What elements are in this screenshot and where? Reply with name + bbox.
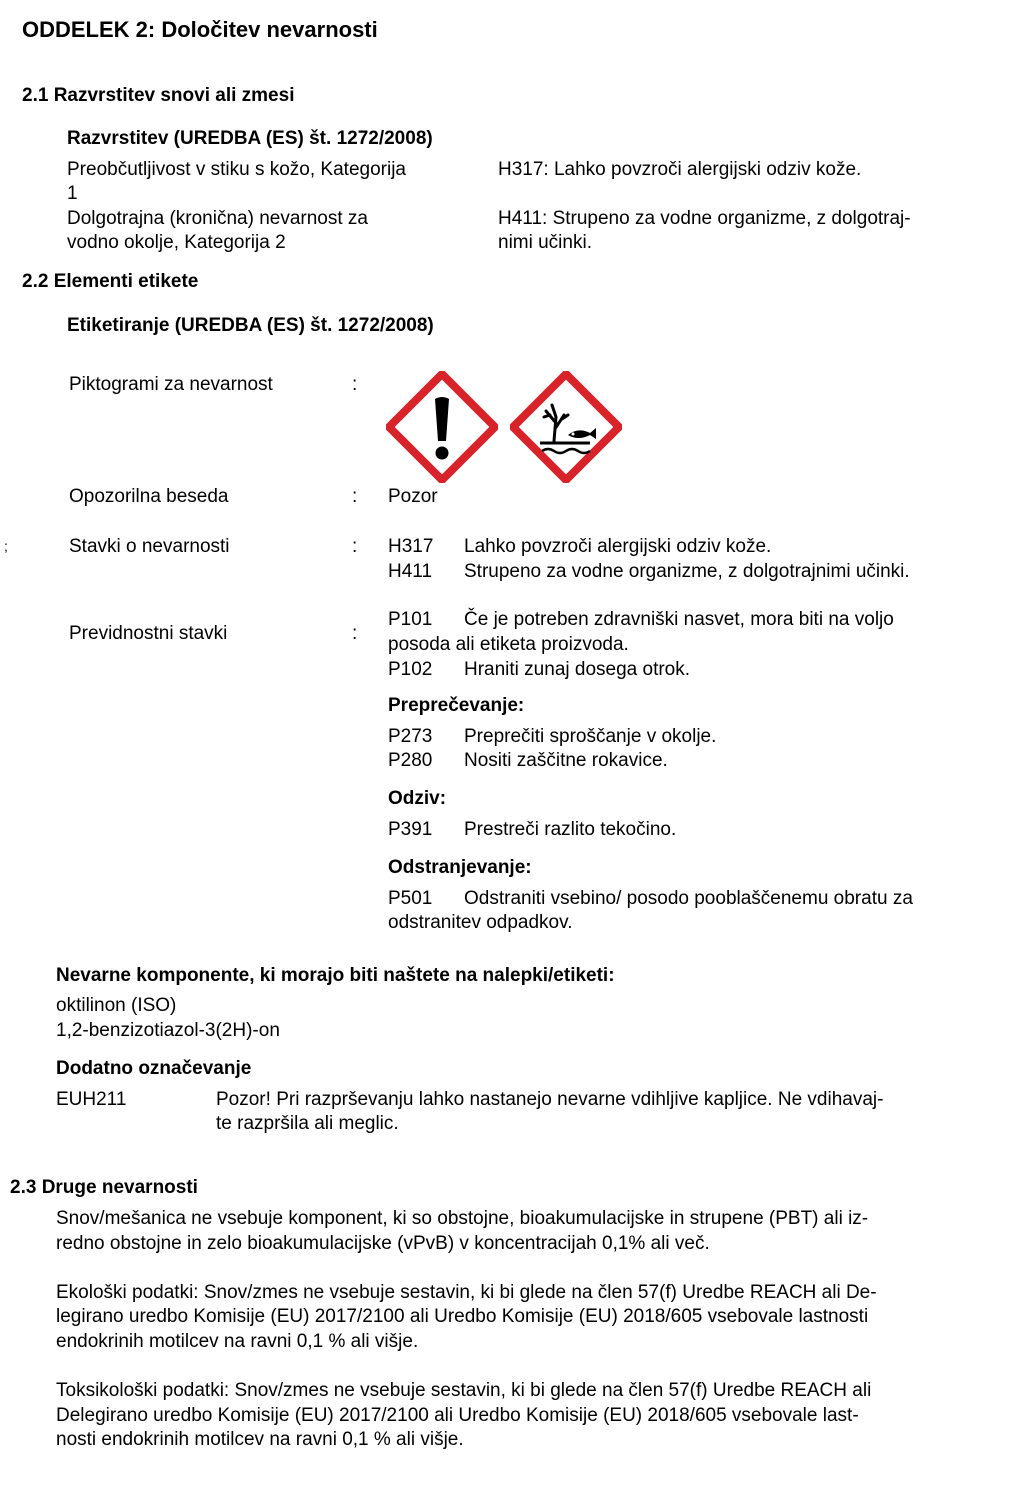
section-2-1-heading: 2.1 Razvrstitev snovi ali zmesi bbox=[22, 85, 295, 106]
precautionary-statements-colon: : bbox=[352, 623, 358, 644]
hazard-text-h411: Strupeno za vodne organizme, z dolgotrajnimi učinki. bbox=[464, 561, 910, 582]
precaution-code-p102: P102 bbox=[388, 659, 433, 680]
hazard-code-h411: H411 bbox=[388, 561, 433, 582]
hazard-text-h317: Lahko povzroči alergijski odziv kože. bbox=[464, 536, 772, 557]
precaution-code-p391: P391 bbox=[388, 819, 433, 840]
component-item: 1,2-benzizotiazol-3(2H)-on bbox=[56, 1020, 280, 1041]
precaution-text-p101-line-2: posoda ali etiketa proizvoda. bbox=[388, 634, 629, 655]
pictograms-colon: : bbox=[352, 374, 358, 395]
component-item: oktilinon (ISO) bbox=[56, 995, 177, 1016]
margin-mark: ; bbox=[4, 538, 8, 554]
disposal-heading: Odstranjevanje: bbox=[388, 857, 532, 878]
ecological-data-line-2: legirano uredbo Komisije (EU) 2017/2100 ali Uredbo Komisije (EU) 2018/605 vsebovale lastnosti bbox=[56, 1306, 869, 1327]
precaution-code-p273: P273 bbox=[388, 726, 433, 747]
classification-row-2-class-line-1: Dolgotrajna (kronična) nevarnost za bbox=[67, 208, 368, 229]
precaution-text-p501-line-2: odstranitev odpadkov. bbox=[388, 912, 573, 933]
other-hazards-paragraph-1-line-2: redno obstojne in zelo bioakumulacijske (vPvB) v koncentracijah 0,1% ali več. bbox=[56, 1233, 710, 1254]
signal-word-label: Opozorilna beseda bbox=[69, 486, 229, 507]
environment-pictogram-icon bbox=[510, 371, 622, 483]
precaution-text-p280: Nositi zaščitne rokavice. bbox=[464, 750, 668, 771]
precaution-text-p501-line-1: Odstraniti vsebino/ posodo pooblaščenemu obratu za bbox=[464, 888, 913, 909]
toxicological-data-line-1: Toksikološki podatki: Snov/zmes ne vsebuje sestavin, ki bi glede na člen 57(f) Uredbe REACH ali bbox=[56, 1380, 872, 1401]
classification-row-2-statement-line-1: H411: Strupeno za vodne organizme, z dolgotraj- bbox=[498, 208, 911, 229]
precaution-code-p101: P101 bbox=[388, 609, 433, 630]
classification-row-1-class-line-2: 1 bbox=[67, 183, 78, 204]
euh-text-line-2: te razpršila ali meglic. bbox=[216, 1113, 399, 1134]
precaution-text-p391: Prestreči razlito tekočino. bbox=[464, 819, 677, 840]
precaution-text-p102: Hraniti zunaj dosega otrok. bbox=[464, 659, 691, 680]
response-heading: Odziv: bbox=[388, 788, 447, 809]
classification-row-2-class-line-2: vodno okolje, Kategorija 2 bbox=[67, 232, 286, 253]
exclamation-mark-pictogram-icon bbox=[386, 371, 498, 483]
signal-word: Pozor bbox=[388, 486, 438, 507]
euh-text-line-1: Pozor! Pri razprševanju lahko nastanejo nevarne vdihljive kapljice. Ne vdihavaj- bbox=[216, 1089, 884, 1110]
ecological-data-line-3: endokrinih motilcev na ravni 0,1 % ali višje. bbox=[56, 1331, 419, 1352]
precaution-text-p101-line-1: Če je potreben zdravniški nasvet, mora biti na voljo bbox=[464, 609, 894, 630]
section-2-2-heading: 2.2 Elementi etikete bbox=[22, 271, 199, 292]
precaution-code-p280: P280 bbox=[388, 750, 433, 771]
hazard-statements-colon: : bbox=[352, 536, 358, 557]
prevention-heading: Preprečevanje: bbox=[388, 695, 525, 716]
precautionary-statements-label: Previdnostni stavki bbox=[69, 623, 228, 644]
hazard-statements-label: Stavki o nevarnosti bbox=[69, 536, 230, 557]
precaution-text-p273: Preprečiti sproščanje v okolje. bbox=[464, 726, 717, 747]
precaution-code-p501: P501 bbox=[388, 888, 433, 909]
other-hazards-paragraph-1-line-1: Snov/mešanica ne vsebuje komponent, ki so obstojne, bioakumulacijske in strupene (PBT) ali iz- bbox=[56, 1208, 869, 1229]
hazard-code-h317: H317 bbox=[388, 536, 434, 557]
classification-row-1-class-line-1: Preobčutljivost v stiku s kožo, Kategorija bbox=[67, 159, 406, 180]
classification-row-1-statement: H317: Lahko povzroči alergijski odziv kože. bbox=[498, 159, 862, 180]
classification-row-2-statement-line-2: nimi učinki. bbox=[498, 232, 592, 253]
labelling-subheading: Etiketiranje (UREDBA (ES) št. 1272/2008) bbox=[67, 315, 434, 336]
hazardous-components-heading: Nevarne komponente, ki morajo biti naštete na nalepki/etiketi: bbox=[56, 965, 615, 986]
classification-subheading: Razvrstitev (UREDBA (ES) št. 1272/2008) bbox=[67, 128, 433, 149]
toxicological-data-line-2: Delegirano uredbo Komisije (EU) 2017/2100 ali Uredbo Komisije (EU) 2018/605 vsebovale last- bbox=[56, 1405, 859, 1426]
pictograms-label: Piktogrami za nevarnost bbox=[69, 374, 273, 395]
toxicological-data-line-3: nosti endokrinih motilcev na ravni 0,1 % ali višje. bbox=[56, 1429, 464, 1450]
additional-labelling-heading: Dodatno označevanje bbox=[56, 1058, 252, 1079]
signal-word-colon: : bbox=[352, 486, 358, 507]
section-2-3-heading: 2.3 Druge nevarnosti bbox=[10, 1177, 198, 1198]
ecological-data-line-1: Ekološki podatki: Snov/zmes ne vsebuje sestavin, ki bi glede na člen 57(f) Uredbe REACH ali De- bbox=[56, 1282, 877, 1303]
section-title: ODDELEK 2: Določitev nevarnosti bbox=[22, 17, 378, 42]
euh-code: EUH211 bbox=[56, 1089, 127, 1110]
